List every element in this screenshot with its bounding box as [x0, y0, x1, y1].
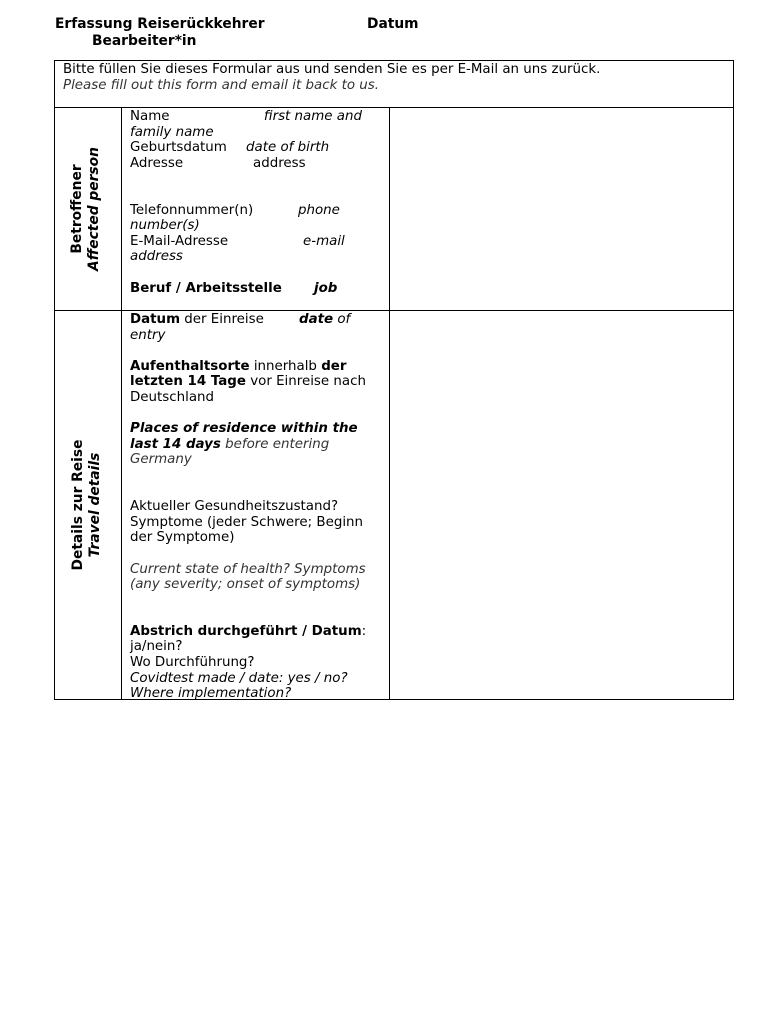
section-label-en: Travel details — [87, 452, 103, 558]
residence-de-text: innerhalb — [249, 358, 322, 374]
editor-label: Bearbeiter*in — [92, 33, 197, 49]
entry-label-en: of — [333, 312, 351, 327]
dob-label-en: date of birth — [246, 140, 330, 156]
residence-en-bold: Places of residence within the — [130, 421, 358, 437]
section-label-de: Betroffener — [69, 164, 85, 254]
health-de-1: Aktueller Gesundheitszustand? — [130, 499, 339, 515]
health-de-2: Symptome (jeder Schwere; Beginn — [130, 514, 364, 530]
residence-en-text: before entering — [220, 436, 330, 452]
job-label-en: job — [314, 280, 338, 296]
travel-answer-field[interactable] — [390, 311, 733, 699]
table-divider — [121, 107, 122, 700]
address-label-en: address — [253, 155, 306, 171]
entry-label-en-bold: date — [299, 312, 334, 327]
email-label-en-cont: address — [130, 249, 183, 265]
date-label: Datum — [367, 16, 419, 32]
section-label-travel — [70, 425, 106, 585]
residence-de-bold: Aufenthaltsorte — [130, 358, 250, 374]
person-answer-field[interactable] — [390, 108, 733, 310]
job-label-de: Beruf / Arbeitsstelle — [130, 280, 282, 296]
residence-de-text-3: Deutschland — [130, 389, 215, 405]
swab-de-2: ja/nein? — [130, 639, 183, 655]
intro-de: Bitte füllen Sie dieses Formular aus und senden Sie es per E-Mail an uns zurück. — [63, 62, 601, 77]
form-title: Erfassung Reiserückkehrer — [55, 16, 265, 32]
swab-de-bold: Abstrich durchgeführt / Datum — [130, 623, 362, 639]
address-label-de: Adresse — [130, 155, 184, 171]
phone-label-de: Telefonnummer(n) — [130, 202, 254, 218]
travel-fields — [130, 312, 384, 702]
health-de-3: der Symptome) — [130, 530, 235, 546]
residence-de-bold-3: letzten 14 Tage — [130, 374, 246, 390]
email-label-de: E-Mail-Adresse — [130, 233, 229, 249]
name-label-en: first name and — [263, 109, 362, 124]
swab-de-colon: : — [361, 623, 367, 639]
name-label-en-cont: family name — [130, 124, 214, 140]
entry-label-de: der Einreise — [180, 312, 264, 327]
health-en-1: Current state of health? Symptoms — [130, 561, 366, 577]
section-label-en: Affected person — [86, 147, 102, 271]
section-label-person — [69, 144, 105, 274]
intro-en: Please fill out this form and email it back to us. — [63, 77, 380, 93]
residence-en-text-2: Germany — [130, 452, 192, 468]
person-fields — [130, 109, 384, 296]
swab-en-2: Where implementation? — [130, 686, 292, 702]
phone-label-en-cont: number(s) — [130, 218, 200, 234]
residence-en-bold-2: last 14 days — [130, 436, 221, 452]
name-label-de: Name — [130, 109, 170, 124]
residence-de-bold-2: der — [321, 358, 347, 374]
phone-label-en: phone — [298, 202, 340, 218]
entry-label-de-bold: Datum — [130, 312, 181, 327]
dob-label-de: Geburtsdatum — [130, 140, 227, 156]
residence-de-text-2: vor Einreise nach — [245, 374, 366, 390]
entry-label-en-cont: entry — [130, 327, 166, 343]
swab-de-3: Wo Durchführung? — [130, 655, 255, 671]
email-label-en: e-mail — [303, 233, 345, 249]
intro-text — [63, 62, 723, 93]
swab-en-1: Covidtest made / date: yes / no? — [130, 670, 348, 686]
health-en-2: (any severity; onset of symptoms) — [130, 577, 361, 593]
section-label-de: Details zur Reise — [70, 439, 86, 571]
